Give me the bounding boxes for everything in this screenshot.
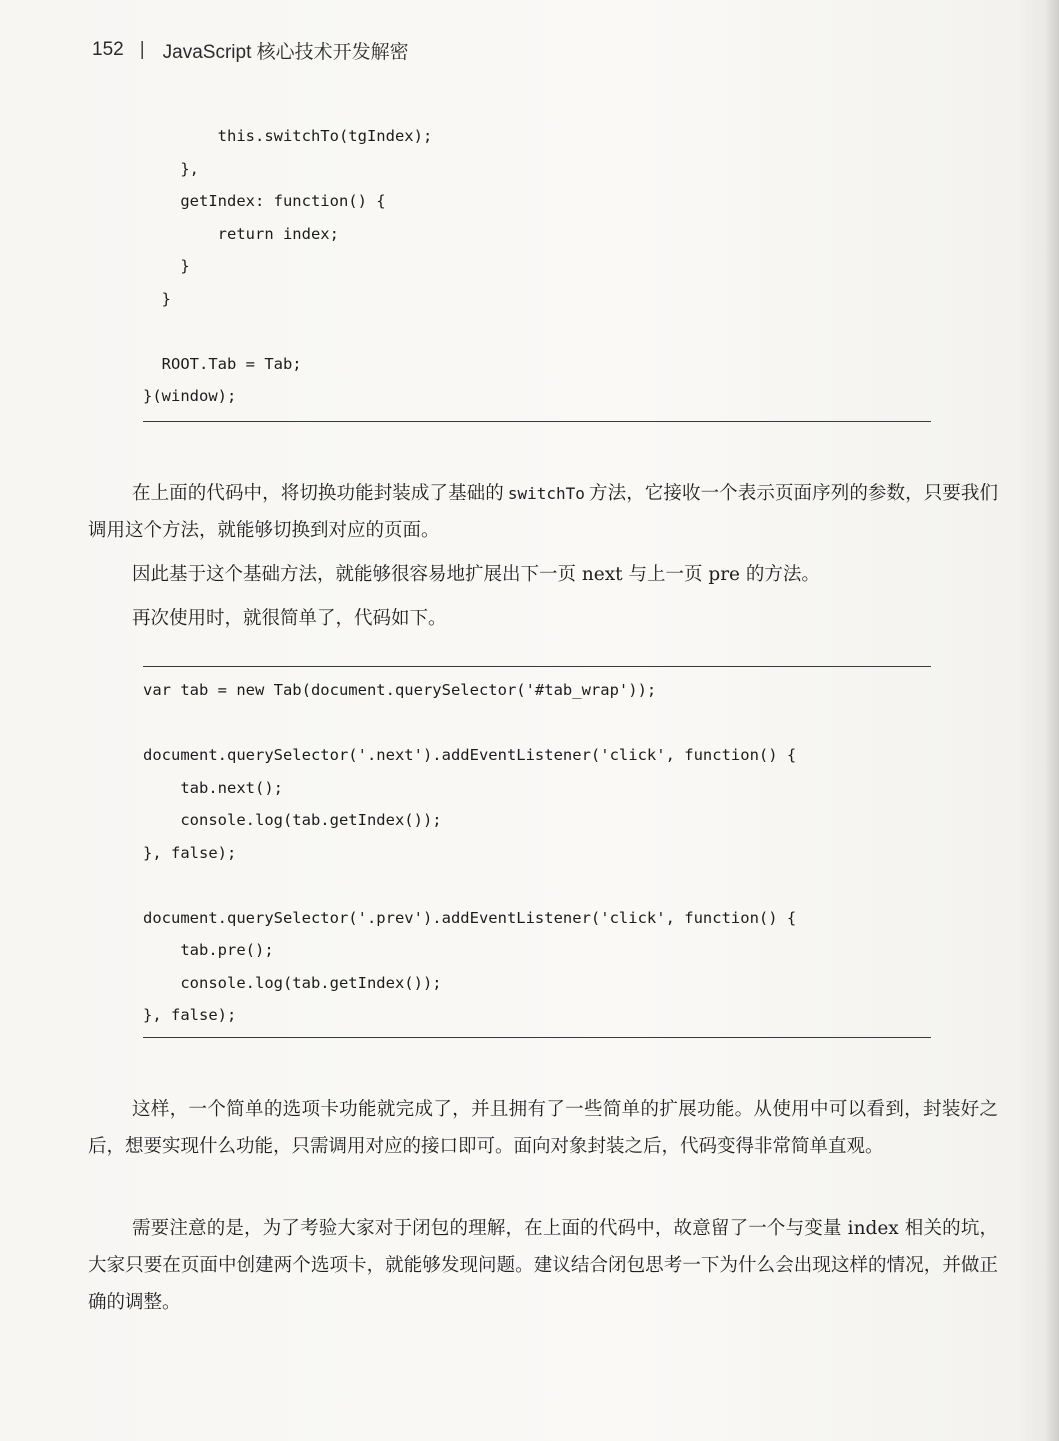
book-title: JavaScript 核心技术开发解密 (162, 41, 409, 63)
code-block-2-line: document.querySelector('.prev').addEventListener('click', function() { (143, 908, 797, 927)
code-block-2-line: }, false); (143, 1006, 237, 1024)
paragraph-2-text: 因此基于这个基础方法，就能够很容易地扩展出下一页 next 与上一页 pre 的方法。 (132, 564, 820, 585)
code-block-2-line (143, 869, 796, 902)
code-block-1-line: } (143, 257, 190, 275)
code-block-1-line: }(window); (143, 387, 237, 405)
code-block-2-line: }, false); (143, 843, 237, 862)
code-block-2-bottom-rule (143, 1037, 931, 1038)
code-block-2-line (143, 707, 796, 740)
code-block-tab-definition-end (143, 120, 432, 413)
page-number: 152 (92, 39, 124, 60)
code-block-tab-usage (143, 674, 796, 1032)
code-block-1-line: }, (143, 159, 199, 178)
code-block-2-line: document.querySelector('.next').addEventListener('click', function() { (143, 746, 797, 764)
code-block-2-line: console.log(tab.getIndex()); (143, 811, 442, 829)
paragraph-summary (88, 1091, 998, 1165)
paragraph-4-text: 这样，一个简单的选项卡功能就完成了，并且拥有了一些简单的扩展功能。从使用中可以看到，封装好之后，想要实现什么功能，只需调用对应的接口即可。面向对象封装之后，代码变得非常简单直观。 (88, 1099, 998, 1157)
switchto-code-term: switchTo (507, 484, 585, 503)
code-block-1-line: getIndex: function() { (143, 192, 386, 210)
code-block-2-line: var tab = new Tab(document.querySelector('#tab_wrap')); (143, 681, 657, 699)
code-block-2-line: tab.next(); (143, 778, 283, 797)
paragraph-switchto-explanation (88, 475, 998, 549)
code-block-2-top-rule (143, 666, 931, 667)
paragraph-5-text: 需要注意的是，为了考验大家对于闭包的理解，在上面的代码中，故意留了一个与变量 index 相关的坑，大家只要在页面中创建两个选项卡，就能够发现问题。建议结合闭包思考一下为什么会出现这样的情况，并做正确的调整。 (88, 1218, 998, 1313)
code-block-1-line (143, 315, 432, 348)
paragraph-usage-intro (88, 600, 998, 637)
paragraph-1-text-after: 方法，它接收一个表示页面序列的参数，只要我们调用这个方法，就能够切换到对应的页面。 (88, 483, 998, 541)
code-block-2-line: tab.pre(); (143, 941, 274, 959)
paragraph-closure-note (88, 1210, 998, 1321)
code-block-2-line: console.log(tab.getIndex()); (143, 973, 442, 992)
code-block-1-line: } (143, 289, 171, 308)
code-block-1-line: return index; (143, 224, 339, 243)
paragraph-3-text: 再次使用时，就很简单了，代码如下。 (132, 608, 447, 629)
page-header (92, 38, 409, 62)
code-block-1-line: ROOT.Tab = Tab; (143, 354, 302, 373)
paragraph-next-pre (88, 556, 998, 593)
header-separator: | (139, 39, 145, 60)
code-block-1-bottom-rule (143, 421, 931, 422)
page-edge-shadow (1045, 0, 1059, 1441)
paragraph-1-text-before: 在上面的代码中，将切换功能封装成了基础的 (132, 483, 504, 504)
code-block-1-line: this.switchTo(tgIndex); (143, 127, 433, 145)
